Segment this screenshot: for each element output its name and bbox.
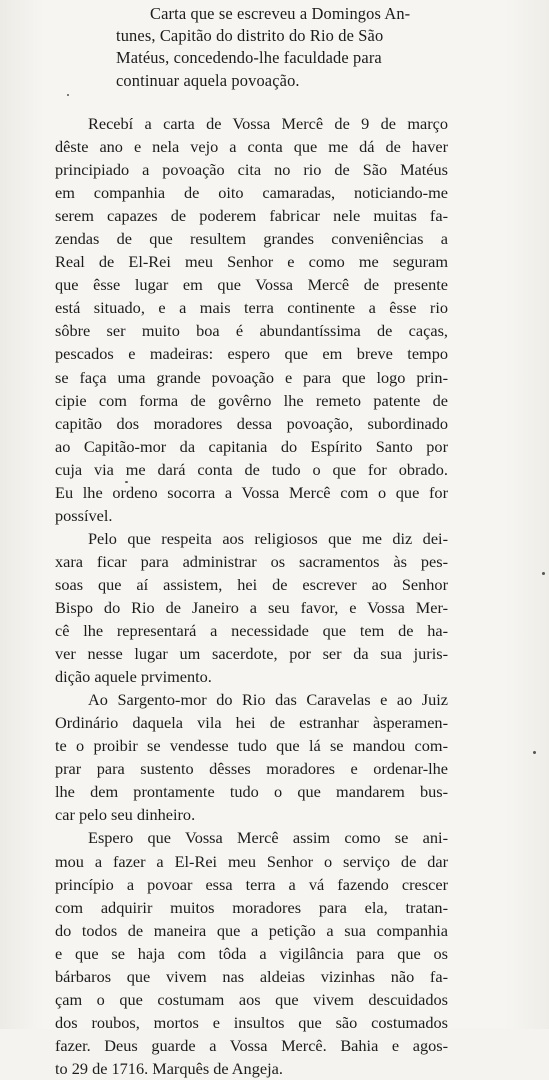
text-line: fazer. Deus guarde a Vossa Mercê. Bahia e agos- [55, 1035, 448, 1055]
text-line: Ordinário daquela vila hei de estranhar àsperamen- [55, 713, 448, 733]
paragraph-3 [55, 688, 448, 826]
text-line: possível. [55, 505, 113, 525]
text-line: sôbre ser muito boa é abundantíssima de caças, [55, 321, 448, 341]
text-line: dos roubos, mortos e insultos que são costumados [55, 1012, 448, 1032]
text-line: xara ficar para administrar os sacramentos às pes- [55, 551, 448, 571]
text-line: capitão dos moradores dessa povoação, subordinado [55, 413, 448, 433]
text-line: do todos de maneira que a petição a sua companhia [55, 920, 448, 940]
text-line: prar para sustento dêsses moradores e ordenar-lhe [55, 759, 448, 779]
text-line: bárbaros que vivem nas aldeias vizinhas não fa- [55, 966, 448, 986]
text-line: princípio a povoar essa terra a vá fazendo crescer [55, 874, 448, 894]
text-line: Real de El-Rei meu Senhor e como me seguram [55, 252, 448, 272]
text-line: Pelo que respeita aos religiosos que me diz dei- [88, 528, 448, 548]
heading-line: tunes, Capitão do distrito do Rio de São [116, 26, 384, 46]
paragraph-1 [55, 112, 448, 527]
paragraph-2 [55, 527, 448, 688]
text-line: cê lhe representará a necessidade que tem de ha- [55, 621, 448, 641]
text-line: está situado, e a mais terra continente a êsse rio [55, 298, 448, 318]
text-line: lhe dem prontamente tudo o que mandarem bus- [55, 782, 448, 802]
text-line: pescados e madeiras: espero que em breve tempo [55, 344, 448, 364]
heading-line: Carta que se escreveu a Domingos An- [150, 4, 411, 23]
text-line: que êsse lugar em que Vossa Mercê de presente [55, 275, 448, 295]
text-line: Ao Sargento-mor do Rio das Caravelas e ao Juiz [88, 690, 448, 710]
print-speck [533, 751, 536, 754]
print-speck [125, 481, 128, 483]
text-line: Recebí a carta de Vossa Mercê de 9 de março [88, 114, 448, 133]
text-line: Eu lhe ordeno socorra a Vossa Mercê com o que for [55, 482, 448, 502]
text-line: te o proibir se vendesse tudo que lá se mandou com- [55, 736, 448, 756]
letter-body [55, 112, 448, 1080]
text-line: zendas de que resultem grandes conveniências a [55, 229, 448, 249]
text-line: se faça uma grande povoação e para que logo prin- [55, 367, 448, 387]
text-line: çam o que costumam aos que vivem descuidados [55, 989, 448, 1009]
text-line: cipie com forma de govêrno lhe remeto patente de [55, 390, 448, 410]
text-line: principiado a povoação cita no rio de São Matéus [55, 160, 448, 180]
heading-line: continuar aquela povoação. [116, 70, 300, 90]
text-line: serem capazes de poderem fabricar nele muitas fa- [55, 206, 448, 226]
text-line: ao Capitão-mor da capitania do Espírito Santo por [55, 436, 448, 456]
text-line: cuja via me dará conta de tudo o que for obrado. [55, 459, 448, 479]
text-line: mou a fazer a El-Rei meu Senhor o serviço de dar [55, 851, 448, 871]
print-speck [542, 572, 545, 575]
text-line: dição aquele prvimento. [55, 667, 212, 687]
text-line: soas que aí assistem, hei de escrever ao Senhor [55, 574, 448, 594]
text-line: Bispo do Rio de Janeiro a seu favor, e Vossa Mer- [55, 597, 448, 617]
text-line: com adquirir muitos moradores para ela, tratan- [55, 897, 448, 917]
text-line: Espero que Vossa Mercê assim como se ani- [88, 828, 448, 848]
heading-line: Matéus, concedendo-lhe faculdade para [116, 48, 382, 68]
print-speck [67, 94, 69, 96]
letter-heading [116, 3, 446, 92]
text-line: e que se haja com tôda a vigilância para que os [55, 943, 448, 963]
text-line: car pelo seu dinheiro. [55, 805, 196, 825]
text-line: to 29 de 1716. Marquês de Angeja. [55, 1058, 283, 1078]
text-line: em companhia de oito camaradas, noticiando-me [55, 183, 448, 203]
text-line: ver nesse lugar um sacerdote, por ser da sua juris- [55, 644, 448, 664]
text-line: dêste ano e nela vejo a conta que me dá de haver [55, 137, 448, 157]
paragraph-4 [55, 826, 448, 1080]
